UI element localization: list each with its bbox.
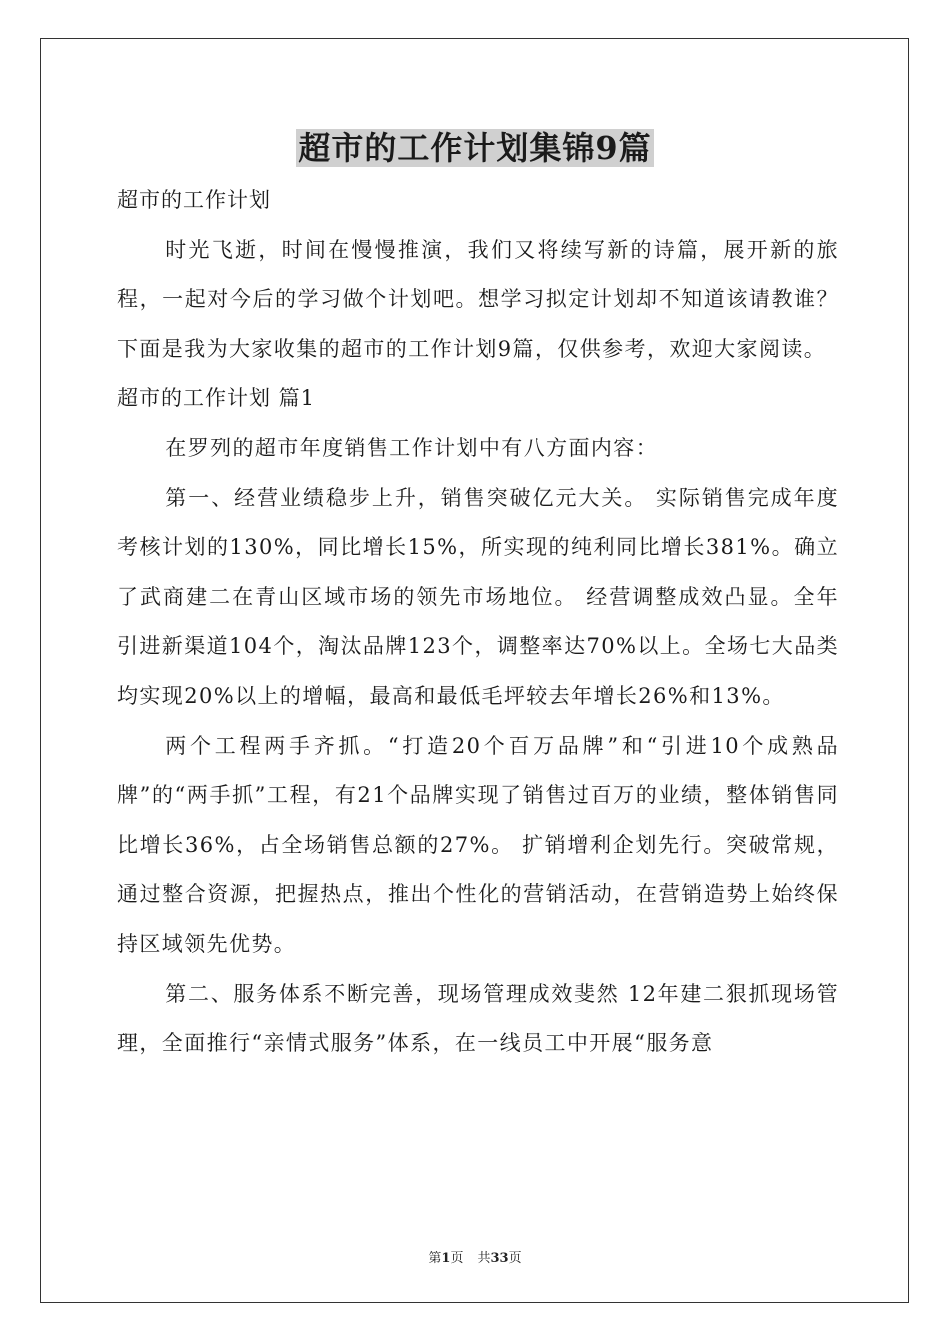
section-heading: 超市的工作计划 <box>117 188 271 212</box>
body-paragraph: 第二、服务体系不断完善，现场管理成效斐然 12年建二狠抓现场管理，全面推行“亲情式服务”体系，在一线员工中开展“服务意 <box>117 981 839 1056</box>
current-page-number: 1 <box>441 1251 451 1266</box>
page-prefix: 第 <box>428 1251 442 1266</box>
document-body <box>117 176 839 1069</box>
total-suffix: 页 <box>508 1251 522 1266</box>
total-prefix: 共 <box>477 1251 491 1266</box>
body-paragraph: 两个工程两手齐抓。“打造20个百万品牌”和“引进10个成熟品牌”的“两手抓”工程，有21个品牌实现了销售过百万的业绩，整体销售同比增长36%，占全场销售总额的27%。 扩销增利企划先行。突破常规，通过整合资源，把握热点，推出个性化的营销活动，在营销造势上始终保持区域领先优势。 <box>117 733 839 956</box>
section-heading: 超市的工作计划 篇1 <box>117 386 316 411</box>
page-footer <box>0 1247 950 1266</box>
page-suffix: 页 <box>450 1251 464 1266</box>
body-paragraph: 时光飞逝，时间在慢慢推演，我们又将续写新的诗篇，展开新的旅程，一起对今后的学习做个计划吧。想学习拟定计划却不知道该请教谁？下面是我为大家收集的超市的工作计划9篇，仅供参考，欢迎大家阅读。 <box>117 237 839 361</box>
total-page-count: 33 <box>490 1251 509 1266</box>
body-paragraph: 第一、经营业绩稳步上升，销售突破亿元大关。 实际销售完成年度考核计划的130%，同比增长15%，所实现的纯利同比增长381%。确立了武商建二在青山区域市场的领先市场地位。 经营调整成效凸显。全年引进新渠道104个，淘汰品牌123个，调整率达70%以上。全场七大品类均实现20%以上的增幅，最高和最低毛坪较去年增长26%和13%。 <box>117 485 839 708</box>
document-title-container <box>0 126 950 170</box>
document-title: 超市的工作计划集锦9篇 <box>298 129 652 167</box>
body-paragraph: 在罗列的超市年度销售工作计划中有八方面内容： <box>165 435 659 460</box>
